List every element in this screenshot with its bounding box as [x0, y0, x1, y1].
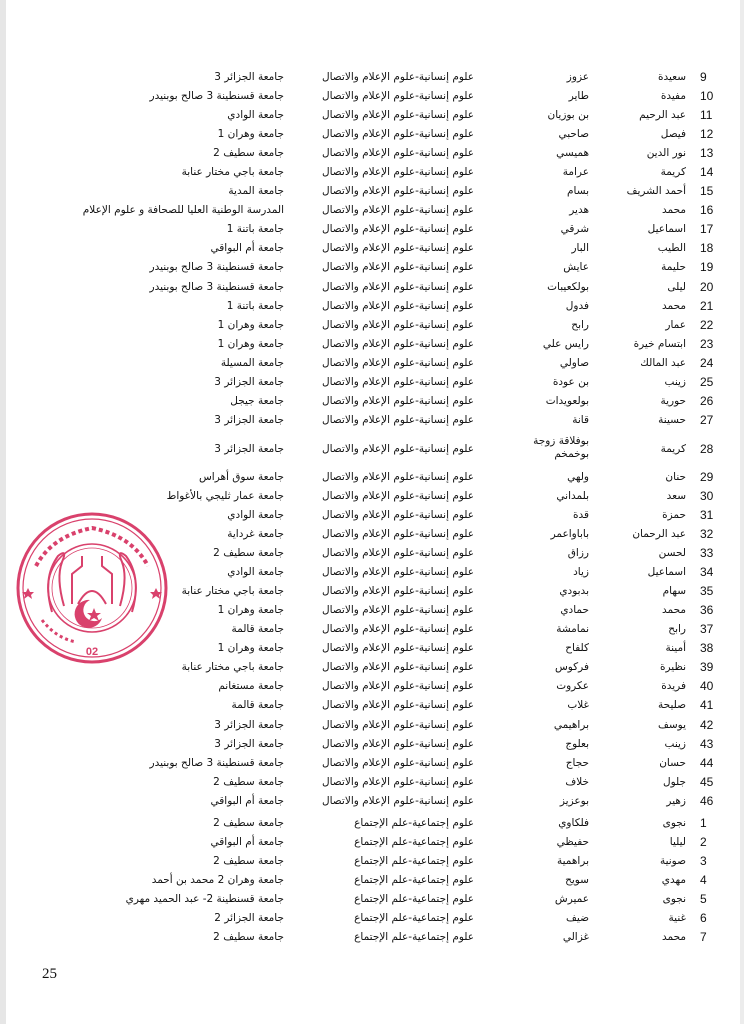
table-information-communication	[0, 68, 744, 811]
first-name: مفيدة	[660, 90, 686, 103]
last-name: بولكعيبات	[547, 280, 589, 293]
university: جامعة غرداية	[227, 528, 284, 541]
first-name: حليمة	[661, 261, 686, 274]
row-number: 46	[700, 793, 714, 808]
first-name: كريمة	[660, 166, 686, 179]
first-name: زينب	[664, 375, 686, 388]
first-name: صليحة	[658, 699, 686, 712]
last-name: رايس علي	[542, 337, 589, 350]
table-row	[0, 163, 744, 182]
first-name: يوسف	[657, 718, 686, 731]
last-name: رابح	[571, 318, 589, 331]
last-name: باباواعمر	[550, 528, 589, 541]
row-number: 10	[700, 89, 714, 104]
first-name: محمد	[662, 604, 686, 617]
row-number: 36	[700, 603, 714, 618]
university: جامعة الوادي	[227, 508, 284, 521]
last-name: عرامة	[562, 166, 589, 179]
row-number: 13	[700, 146, 714, 161]
table-row	[0, 411, 744, 430]
table-row	[0, 909, 744, 928]
first-name: ليلى	[667, 280, 686, 293]
row-number: 45	[700, 774, 714, 789]
row-number: 5	[700, 892, 707, 907]
field-of-study: علوم إنسانية-علوم الإعلام والاتصال	[321, 242, 474, 255]
field-of-study: علوم إنسانية-علوم الإعلام والاتصال	[321, 585, 474, 598]
last-name: بوفلاقة زوجة بوخمخم	[533, 434, 589, 460]
university: جامعة سطيف 2	[213, 775, 284, 788]
table-row	[0, 68, 744, 87]
university: جامعة باتنة 1	[226, 299, 284, 312]
row-number: 37	[700, 622, 714, 637]
last-name: قانة	[572, 413, 589, 426]
last-name: كلفاح	[565, 642, 589, 655]
field-of-study: علوم إنسانية-علوم الإعلام والاتصال	[321, 775, 474, 788]
university: جامعة الجزائر 3	[214, 737, 284, 750]
first-name: نجوى	[662, 817, 686, 829]
first-name: عبد المالك	[640, 356, 686, 369]
university: جامعة وهران 2 محمد بن أحمد	[151, 874, 284, 887]
table-row	[0, 735, 744, 754]
row-number: 15	[700, 184, 714, 199]
row-number: 43	[700, 736, 714, 751]
field-of-study: علوم إنسانية-علوم الإعلام والاتصال	[321, 508, 474, 521]
last-name: حفيظي	[556, 836, 589, 849]
last-name: براهمية	[556, 855, 589, 868]
university: جامعة عمار ثليجي بالأغواط	[166, 489, 284, 502]
first-name: حنان	[665, 470, 686, 483]
first-name: فيصل	[660, 128, 686, 141]
row-number: 25	[700, 374, 714, 389]
last-name: هدير	[569, 204, 589, 217]
field-of-study: علوم إنسانية-علوم الإعلام والاتصال	[321, 642, 474, 655]
row-number: 26	[700, 393, 714, 408]
first-name: حسان	[659, 756, 686, 769]
field-of-study: علوم إنسانية-علوم الإعلام والاتصال	[321, 718, 474, 731]
first-name: صونية	[659, 855, 686, 868]
last-name: فدول	[565, 299, 589, 312]
last-name: سويح	[565, 874, 589, 887]
field-of-study: علوم إنسانية-علوم الإعلام والاتصال	[321, 109, 474, 122]
table-row	[0, 220, 744, 239]
last-name: طاير	[568, 90, 589, 103]
last-name: فلكاوي	[558, 817, 589, 829]
table-row	[0, 928, 744, 947]
last-name: زياد	[573, 566, 589, 579]
row-number: 11	[700, 108, 713, 123]
last-name: بوعزيز	[559, 794, 589, 807]
last-name: براهيمي	[553, 718, 589, 731]
table-sociology	[0, 814, 744, 947]
seal-number: 02	[85, 646, 99, 658]
last-name: صاحبي	[558, 128, 589, 141]
table-row	[0, 392, 744, 411]
university: جامعة أم البواقي	[210, 794, 284, 807]
table-row	[0, 468, 744, 487]
table-row	[0, 430, 744, 468]
university: جامعة الجزائر 2	[214, 912, 284, 925]
row-number: 2	[700, 835, 707, 850]
last-name: بعلوج	[565, 737, 589, 750]
field-of-study: علوم إنسانية-علوم الإعلام والاتصال	[321, 185, 474, 198]
field-of-study: علوم إنسانية-علوم الإعلام والاتصال	[321, 90, 474, 103]
row-number: 9	[700, 70, 707, 84]
table-row	[0, 87, 744, 106]
university: جامعة جيجل	[230, 394, 284, 407]
last-name: صاولي	[559, 356, 589, 369]
row-number: 23	[700, 336, 714, 351]
table-row	[0, 890, 744, 909]
first-name: ابتسام خيرة	[633, 337, 686, 350]
field-of-study: علوم إنسانية-علوم الإعلام والاتصال	[321, 147, 474, 160]
row-number: 18	[700, 241, 714, 256]
first-name: سعيدة	[657, 71, 686, 83]
first-name: اسماعيل	[647, 566, 686, 579]
table-row	[0, 852, 744, 871]
field-of-study: علوم إنسانية-علوم الإعلام والاتصال	[321, 71, 474, 83]
first-name: ليليا	[669, 836, 686, 849]
row-number: 1	[700, 816, 707, 830]
first-name: عمار	[665, 318, 686, 331]
table-row	[0, 754, 744, 773]
row-number: 17	[700, 222, 714, 237]
field-of-study: علوم إنسانية-علوم الإعلام والاتصال	[321, 442, 474, 455]
field-of-study: علوم إنسانية-علوم الإعلام والاتصال	[321, 699, 474, 712]
table-row	[0, 871, 744, 890]
university: جامعة الجزائر 3	[214, 442, 284, 455]
field-of-study: علوم إنسانية-علوم الإعلام والاتصال	[321, 394, 474, 407]
last-name: بدبودي	[559, 585, 589, 598]
university: جامعة باتنة 1	[226, 223, 284, 236]
field-of-study: علوم إنسانية-علوم الإعلام والاتصال	[321, 737, 474, 750]
row-number: 40	[700, 679, 714, 694]
field-of-study: علوم إنسانية-علوم الإعلام والاتصال	[321, 680, 474, 693]
row-number: 31	[700, 507, 714, 522]
university: جامعة سوق أهراس	[198, 470, 284, 483]
first-name: الطيب	[657, 242, 686, 255]
university: جامعة قسنطينة 2- عبد الحميد مهري	[125, 893, 284, 906]
first-name: فريدة	[661, 680, 686, 693]
table-row	[0, 716, 744, 735]
first-name: حسينة	[658, 413, 686, 426]
university: جامعة الوادي	[227, 566, 284, 579]
university: جامعة وهران 1	[217, 128, 284, 141]
field-of-study: علوم إنسانية-علوم الإعلام والاتصال	[321, 470, 474, 483]
row-number: 7	[700, 930, 707, 945]
university: جامعة باجي مختار عنابة	[181, 661, 284, 674]
university: جامعة قالمة	[231, 699, 284, 712]
university: جامعة سطيف 2	[213, 817, 284, 829]
row-number: 42	[700, 717, 714, 732]
field-of-study: علوم إنسانية-علوم الإعلام والاتصال	[321, 489, 474, 502]
university: جامعة قسنطينة 3 صالح بوبنيدر	[149, 756, 284, 769]
field-of-study: علوم إنسانية-علوم الإعلام والاتصال	[321, 261, 474, 274]
field-of-study: علوم إنسانية-علوم الإعلام والاتصال	[321, 280, 474, 293]
field-of-study: علوم إنسانية-علوم الإعلام والاتصال	[321, 166, 474, 179]
field-of-study: علوم إنسانية-علوم الإعلام والاتصال	[321, 413, 474, 426]
table-row	[0, 297, 744, 316]
table-row	[0, 278, 744, 297]
field-of-study: علوم إجتماعية-علم الإجتماع	[354, 893, 474, 906]
university: جامعة المسيلة	[220, 356, 284, 369]
row-number: 12	[700, 127, 714, 142]
last-name: حجاج	[565, 756, 589, 769]
last-name: عايش	[563, 261, 589, 274]
first-name: نجوى	[662, 893, 686, 906]
first-name: محمد	[662, 931, 686, 944]
field-of-study: علوم إجتماعية-علم الإجتماع	[354, 874, 474, 887]
field-of-study: علوم إنسانية-علوم الإعلام والاتصال	[321, 356, 474, 369]
row-number: 16	[700, 203, 714, 218]
page-number: 25	[42, 966, 57, 982]
ministry-seal-stamp	[12, 508, 172, 668]
table-row	[0, 696, 744, 715]
row-number: 28	[700, 441, 714, 456]
first-name: مهدي	[661, 874, 686, 887]
university: جامعة أم البواقي	[210, 242, 284, 255]
row-number: 24	[700, 355, 714, 370]
first-name: حمزة	[662, 508, 686, 521]
last-name: رزاق	[567, 547, 589, 560]
university: جامعة سطيف 2	[213, 855, 284, 868]
university: جامعة باجي مختار عنابة	[181, 166, 284, 179]
university: جامعة الجزائر 3	[214, 413, 284, 426]
table-row	[0, 487, 744, 506]
row-number: 30	[700, 488, 714, 503]
row-number: 32	[700, 527, 714, 542]
table-row	[0, 106, 744, 125]
first-name: غنية	[668, 912, 686, 925]
university: جامعة الجزائر 3	[214, 71, 284, 83]
last-name: عميرش	[554, 893, 589, 906]
field-of-study: علوم إجتماعية-علم الإجتماع	[354, 912, 474, 925]
last-name: بن بوزيان	[547, 109, 589, 122]
university: جامعة وهران 1	[217, 318, 284, 331]
university: جامعة سطيف 2	[213, 147, 284, 160]
field-of-study: علوم إنسانية-علوم الإعلام والاتصال	[321, 337, 474, 350]
last-name: غزالي	[562, 931, 589, 944]
first-name: لحسن	[658, 547, 686, 560]
university: جامعة مستغانم	[218, 680, 284, 693]
row-number: 33	[700, 546, 714, 561]
first-name: رابح	[668, 623, 686, 636]
table-row	[0, 125, 744, 144]
row-number: 44	[700, 755, 714, 770]
field-of-study: علوم إنسانية-علوم الإعلام والاتصال	[321, 566, 474, 579]
university: جامعة الجزائر 3	[214, 375, 284, 388]
row-number: 27	[700, 412, 714, 427]
last-name: عكروت	[556, 680, 589, 693]
table-row	[0, 182, 744, 201]
last-name: ضيف	[566, 912, 589, 925]
last-name: عزوز	[566, 71, 589, 83]
first-name: عبد الرحمان	[632, 528, 686, 541]
last-name: شرقي	[560, 223, 589, 236]
university: جامعة قسنطينة 3 صالح بوبنيدر	[149, 280, 284, 293]
first-name: عبد الرحيم	[639, 109, 686, 122]
first-name: اسماعيل	[647, 223, 686, 236]
row-number: 6	[700, 911, 707, 926]
row-number: 22	[700, 317, 714, 332]
table-row	[0, 792, 744, 811]
last-name: فركوس	[554, 661, 589, 674]
first-name: جلول	[662, 775, 686, 788]
last-name: خلاف	[565, 775, 589, 788]
field-of-study: علوم إنسانية-علوم الإعلام والاتصال	[321, 756, 474, 769]
field-of-study: علوم إجتماعية-علم الإجتماع	[354, 836, 474, 849]
university: جامعة وهران 1	[217, 642, 284, 655]
first-name: سعد	[666, 489, 686, 502]
first-name: سهام	[662, 585, 686, 598]
field-of-study: علوم إنسانية-علوم الإعلام والاتصال	[321, 661, 474, 674]
first-name: أمينة	[665, 642, 686, 655]
table-row	[0, 773, 744, 792]
table-row	[0, 316, 744, 335]
field-of-study: علوم إنسانية-علوم الإعلام والاتصال	[321, 794, 474, 807]
table-row	[0, 258, 744, 277]
field-of-study: علوم إنسانية-علوم الإعلام والاتصال	[321, 128, 474, 141]
last-name: بسام	[567, 185, 589, 198]
last-name: البار	[571, 242, 589, 255]
row-number: 41	[700, 698, 714, 713]
university: جامعة أم البواقي	[210, 836, 284, 849]
last-name: غلاب	[567, 699, 589, 712]
field-of-study: علوم إنسانية-علوم الإعلام والاتصال	[321, 528, 474, 541]
field-of-study: علوم إنسانية-علوم الإعلام والاتصال	[321, 299, 474, 312]
university: جامعة قسنطينة 3 صالح بوبنيدر	[149, 261, 284, 274]
first-name: حورية	[660, 394, 686, 407]
first-name: زينب	[664, 737, 686, 750]
last-name: هميسي	[556, 147, 589, 160]
first-name: نظيرة	[660, 661, 686, 674]
field-of-study: علوم إنسانية-علوم الإعلام والاتصال	[321, 623, 474, 636]
table-row	[0, 239, 744, 258]
field-of-study: علوم إنسانية-علوم الإعلام والاتصال	[321, 604, 474, 617]
first-name: زهير	[666, 794, 686, 807]
first-name: محمد	[662, 299, 686, 312]
last-name: بولعويدات	[545, 394, 589, 407]
last-name: بلمداني	[556, 489, 589, 502]
field-of-study: علوم إجتماعية-علم الإجتماع	[354, 931, 474, 944]
university: جامعة قالمة	[231, 623, 284, 636]
university: المدرسة الوطنية العليا للصحافة و علوم الإعلام	[82, 204, 284, 217]
field-of-study: علوم إجتماعية-علم الإجتماع	[354, 817, 474, 829]
row-number: 39	[700, 660, 714, 675]
first-name: كريمة	[660, 442, 686, 455]
university: جامعة قسنطينة 3 صالح بوبنيدر	[149, 90, 284, 103]
table-row	[0, 354, 744, 373]
row-number: 29	[700, 469, 714, 484]
university: جامعة المدية	[228, 185, 284, 198]
row-number: 3	[700, 854, 707, 869]
field-of-study: علوم إنسانية-علوم الإعلام والاتصال	[321, 223, 474, 236]
field-of-study: علوم إجتماعية-علم الإجتماع	[354, 855, 474, 868]
table-row	[0, 335, 744, 354]
row-number: 20	[700, 279, 714, 294]
field-of-study: علوم إنسانية-علوم الإعلام والاتصال	[321, 204, 474, 217]
table-row	[0, 814, 744, 833]
row-number: 35	[700, 584, 714, 599]
university: جامعة وهران 1	[217, 604, 284, 617]
first-name: أحمد الشريف	[626, 185, 686, 198]
table-row	[0, 677, 744, 696]
university: جامعة الجزائر 3	[214, 718, 284, 731]
university: جامعة سطيف 2	[213, 931, 284, 944]
field-of-study: علوم إنسانية-علوم الإعلام والاتصال	[321, 318, 474, 331]
table-row	[0, 833, 744, 852]
row-number: 21	[700, 298, 714, 313]
table-row	[0, 201, 744, 220]
table-row	[0, 144, 744, 163]
row-number: 38	[700, 641, 714, 656]
table-row	[0, 373, 744, 392]
field-of-study: علوم إنسانية-علوم الإعلام والاتصال	[321, 547, 474, 560]
last-name: نمامشة	[556, 623, 589, 636]
last-name: قدة	[572, 508, 589, 521]
first-name: محمد	[662, 204, 686, 217]
last-name: بن عودة	[552, 375, 589, 388]
university: جامعة وهران 1	[217, 337, 284, 350]
row-number: 34	[700, 565, 714, 580]
university: جامعة باجي مختار عنابة	[181, 585, 284, 598]
university: جامعة سطيف 2	[213, 547, 284, 560]
row-number: 4	[700, 873, 707, 888]
first-name: نور الدين	[646, 147, 686, 160]
university: جامعة الوادي	[227, 109, 284, 122]
last-name: حمادي	[560, 604, 589, 617]
last-name: ولهي	[567, 470, 589, 483]
row-number: 14	[700, 165, 714, 180]
field-of-study: علوم إنسانية-علوم الإعلام والاتصال	[321, 375, 474, 388]
row-number: 19	[700, 260, 714, 275]
